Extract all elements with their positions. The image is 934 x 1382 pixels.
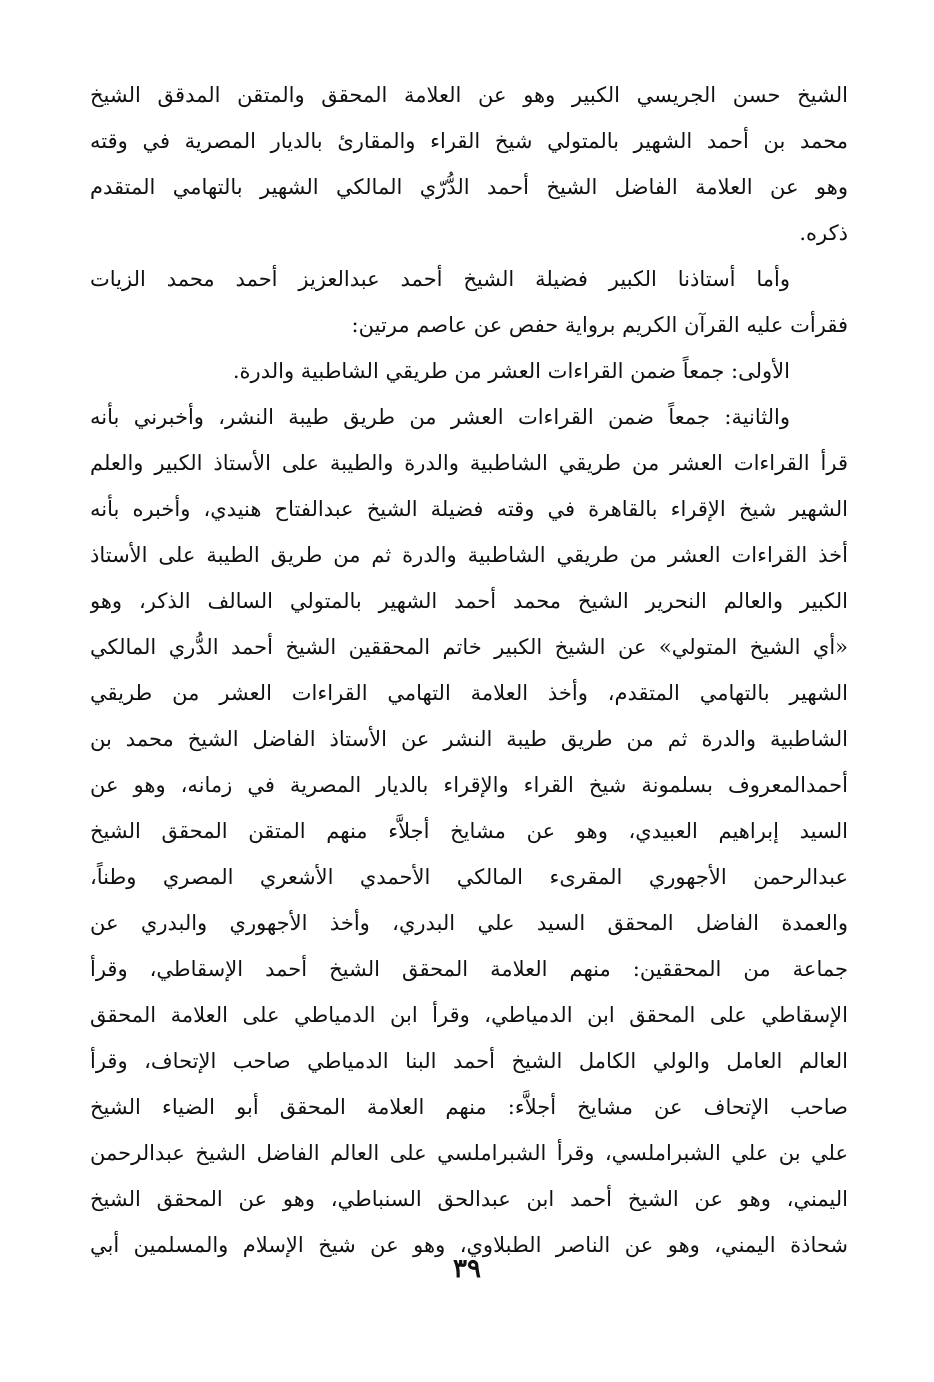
text-line: الشهير بالتهامي المتقدم، وأخذ العلامة التهامي القراءات العشر من طريقي: [90, 681, 848, 705]
text-line: الكبير والعالم النحرير الشيخ محمد أحمد الشهير بالمتولي السالف الذكر، وهو: [90, 589, 848, 613]
text-line: صاحب الإتحاف عن مشايخ أجلاَّء: منهم العلامة المحقق أبو الضياء الشيخ: [90, 1095, 848, 1119]
text-line: السيد إبراهيم العبيدي، وهو عن مشايخ أجلاَّء منهم المتقن المحقق الشيخ: [90, 819, 848, 843]
text-line: والعمدة الفاضل المحقق السيد علي البدري، وأخذ الأجهوري والبدري عن: [90, 911, 848, 935]
text-line: محمد بن أحمد الشهير بالمتولي شيخ القراء والمقارئ بالديار المصرية في وقته: [90, 129, 848, 153]
text-line: الإسقاطي على المحقق ابن الدمياطي، وقرأ ابن الدمياطي على العلامة المحقق: [90, 1003, 848, 1027]
text-line: شحاذة اليمني، وهو عن الناصر الطبلاوي، وهو عن شيخ الإسلام والمسلمين أبي: [90, 1233, 848, 1257]
text-line: «أي الشيخ المتولي» عن الشيخ الكبير خاتم المحققين الشيخ أحمد الدُّري المالكي: [90, 635, 848, 659]
text-line: أخذ القراءات العشر من طريقي الشاطبية والدرة ثم من طريق الطيبة على الأستاذ: [90, 543, 848, 567]
text-line: علي بن علي الشبراملسي، وقرأ الشبراملسي على العالم الفاضل الشيخ عبدالرحمن: [90, 1141, 848, 1165]
text-line: قرأ القراءات العشر من طريقي الشاطبية والدرة والطيبة على الأستاذ الكبير والعلم: [90, 451, 848, 475]
text-line: اليمني، وهو عن الشيخ أحمد ابن عبدالحق السنباطي، وهو عن المحقق الشيخ: [90, 1187, 848, 1211]
text-line: عبدالرحمن الأجهوري المقرىء المالكي الأحمدي الأشعري المصري وطناً،: [90, 865, 848, 889]
text-line: الشيخ حسن الجريسي الكبير وهو عن العلامة المحقق والمتقن المدقق الشيخ: [90, 83, 848, 107]
body-text: [90, 72, 848, 1268]
text-line: ذكره.: [799, 221, 848, 245]
text-line: العالم العامل والولي الكامل الشيخ أحمد البنا الدمياطي صاحب الإتحاف، وقرأ: [90, 1049, 848, 1073]
text-line: جماعة من المحققين: منهم العلامة المحقق الشيخ أحمد الإسقاطي، وقرأ: [90, 957, 848, 981]
text-line: وهو عن العلامة الفاضل الشيخ أحمد الدُّرّي المالكي الشهير بالتهامي المتقدم: [90, 175, 848, 199]
page-number: ٣٩: [453, 1254, 481, 1284]
text-line: والثانية: جمعاً ضمن القراءات العشر من طريق طيبة النشر، وأخبرني بأنه: [90, 405, 790, 429]
text-line: الأولى: جمعاً ضمن القراءات العشر من طريقي الشاطبية والدرة.: [232, 359, 790, 383]
text-line: الشاطبية والدرة ثم من طريق طيبة النشر عن الأستاذ الفاضل الشيخ محمد بن: [90, 727, 848, 751]
text-line: فقرأت عليه القرآن الكريم برواية حفص عن عاصم مرتين:: [351, 313, 848, 337]
text-line: وأما أستاذنا الكبير فضيلة الشيخ أحمد عبدالعزيز أحمد محمد الزيات: [90, 267, 790, 291]
text-line: أحمدالمعروف بسلمونة شيخ القراء والإقراء بالديار المصرية في زمانه، وهو عن: [90, 773, 848, 797]
text-line: الشهير شيخ الإقراء بالقاهرة في وقته فضيلة الشيخ عبدالفتاح هنيدي، وأخبره بأنه: [90, 497, 848, 521]
